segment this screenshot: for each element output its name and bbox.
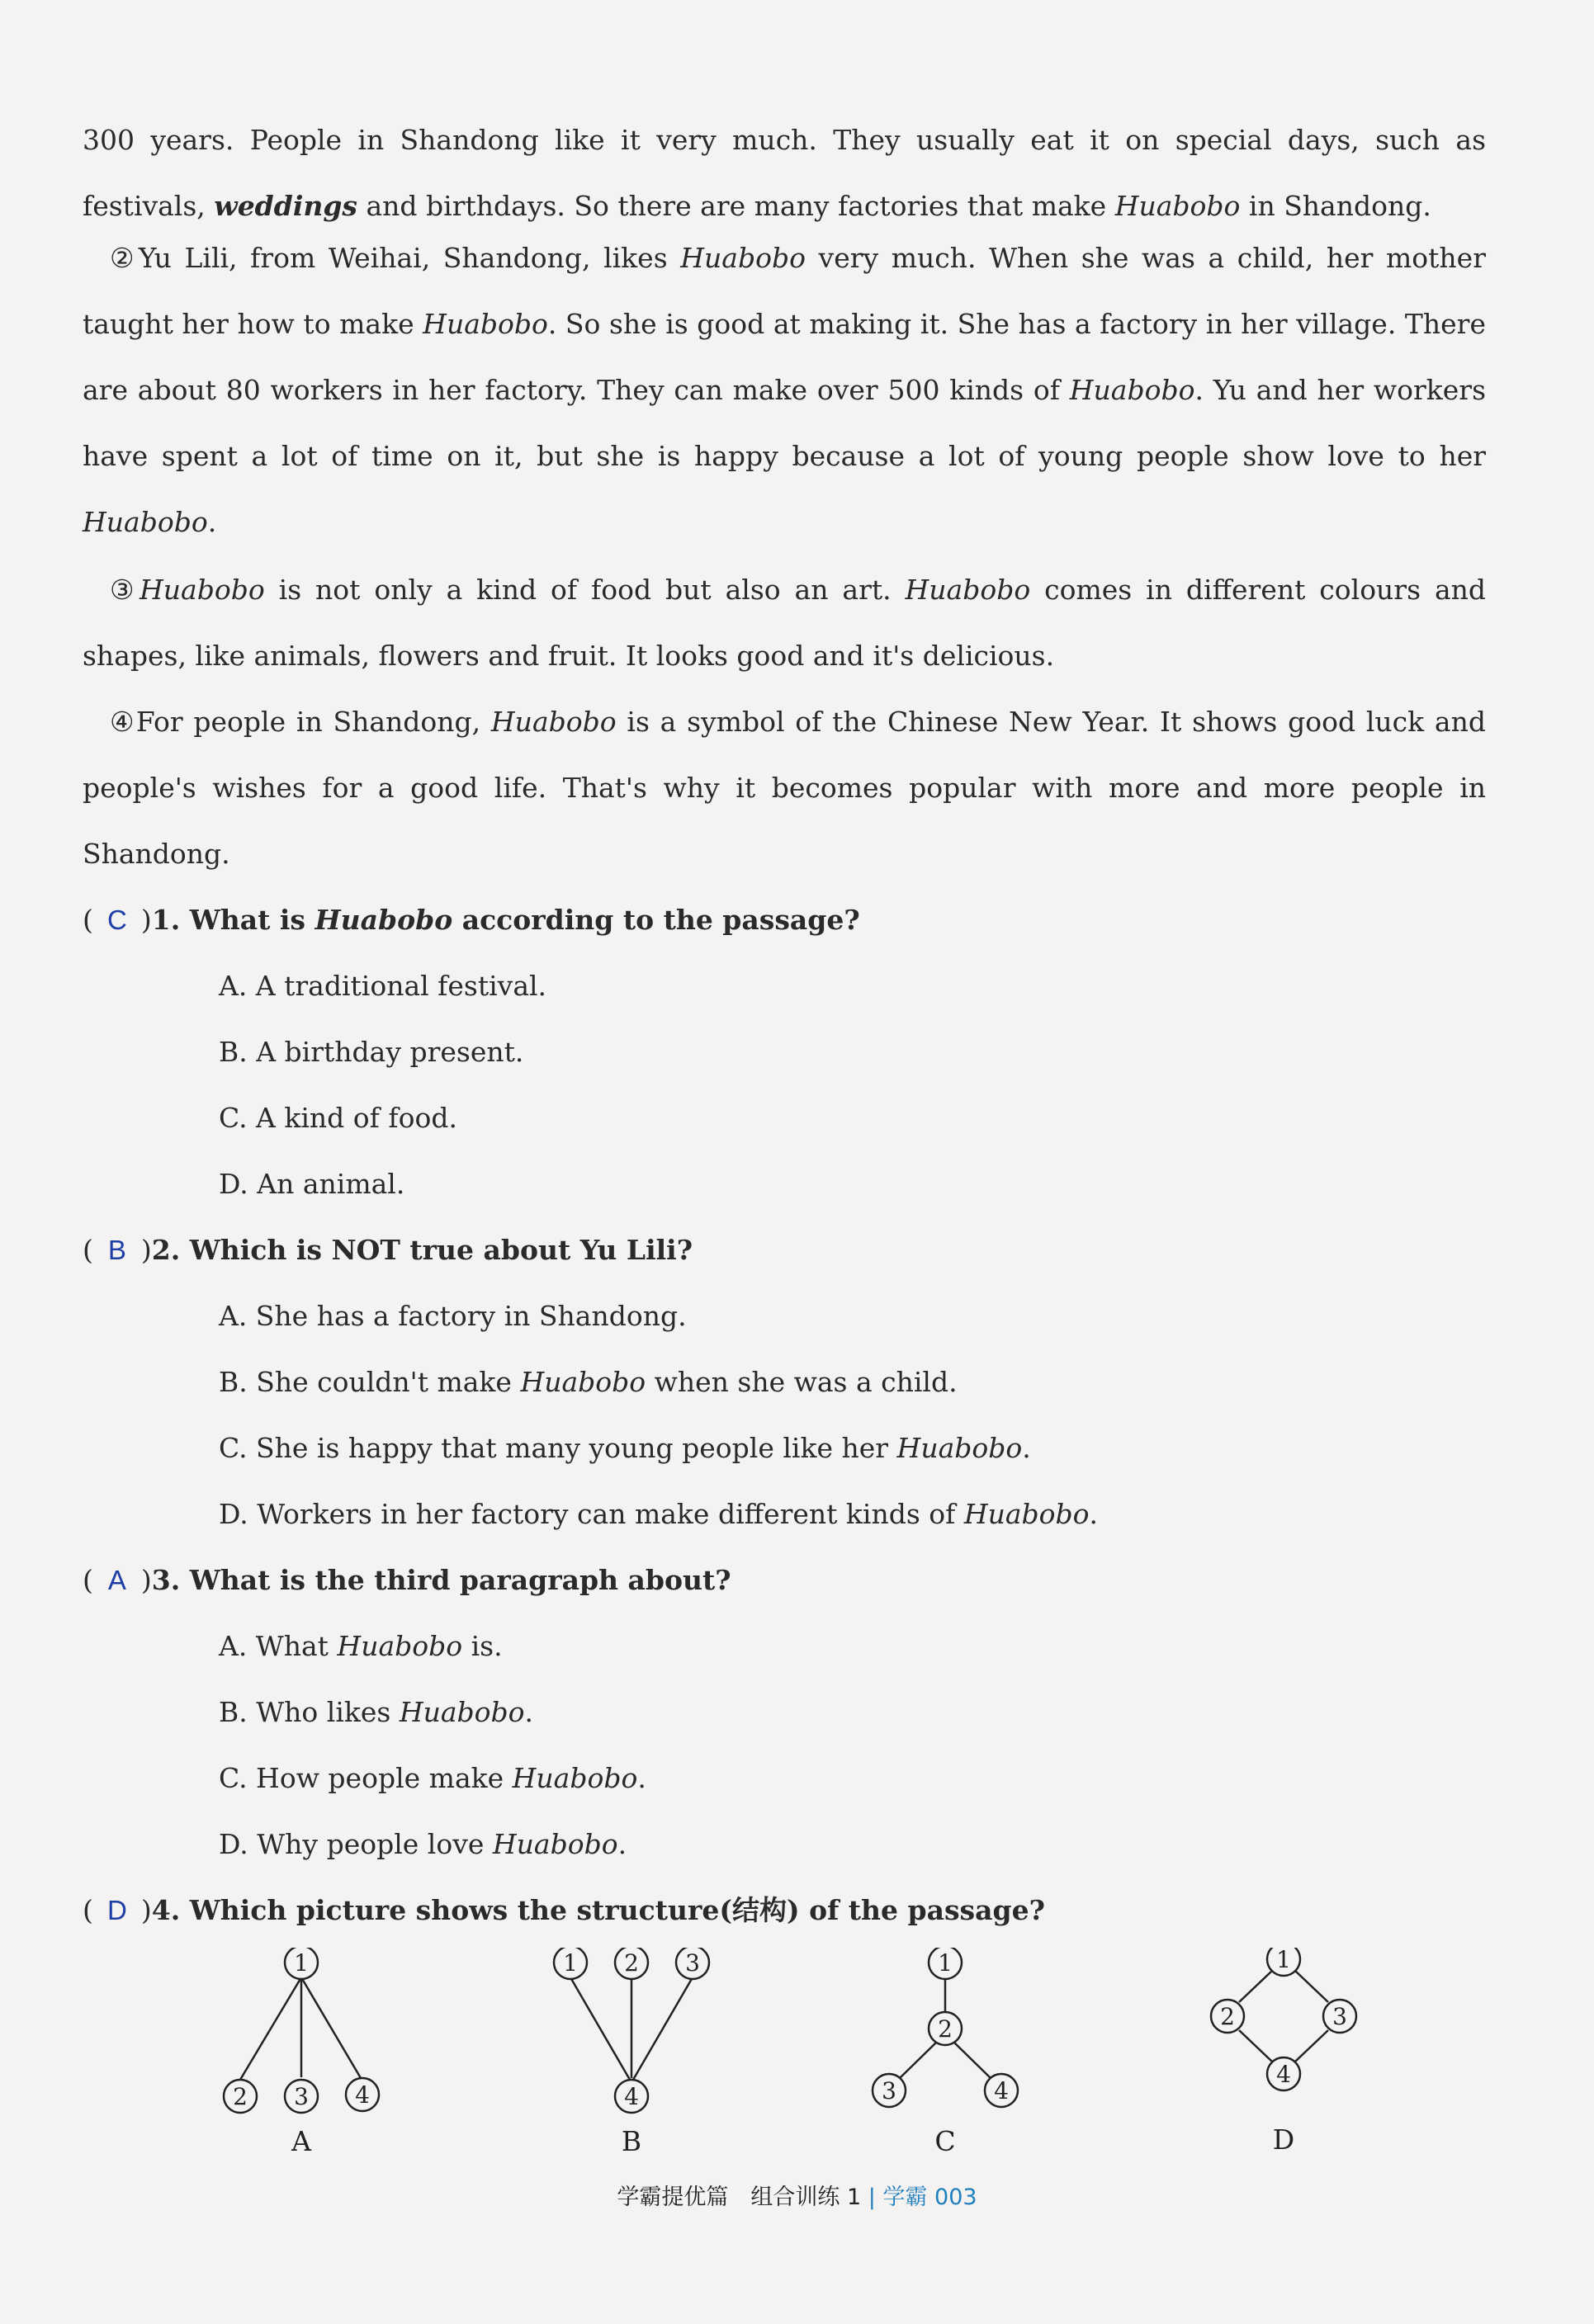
option-text: D. Workers in her factory can make different kinds of	[219, 1498, 964, 1530]
option-2c[interactable]	[219, 1415, 1457, 1481]
option-1d[interactable]: D. An animal.	[219, 1168, 405, 1200]
node-4: 4	[355, 2081, 370, 2109]
diagram-label-c: C	[934, 2125, 956, 2157]
text: is not only a kind of food but also an art.	[264, 574, 906, 606]
text: .	[207, 506, 217, 538]
answer-paren-open: (	[83, 1234, 93, 1266]
node-1: 1	[294, 1949, 309, 1977]
question-3	[83, 1547, 1486, 1613]
diagram-label-b: B	[621, 2125, 642, 2157]
text-italic: Huabobo	[1114, 190, 1241, 222]
option-text: .	[1089, 1498, 1099, 1530]
option-3b[interactable]	[219, 1679, 1457, 1745]
answer-paren-open: (	[83, 1894, 93, 1926]
question-stem-italic: Huabobo	[315, 904, 453, 936]
question-number: 4.	[151, 1894, 181, 1926]
question-number: 3.	[151, 1564, 181, 1596]
text: is a symbol of the Chinese New Year. It shows good luck and people's wishes for a good life. That's why it becomes popular with more and more people in Shandong.	[83, 706, 1486, 870]
answer-paren-open: (	[83, 904, 93, 936]
text-italic: Huabobo	[680, 242, 806, 274]
node-1: 1	[1276, 1948, 1291, 1973]
option-text: D. Why people love	[219, 1828, 493, 1860]
node-4: 4	[624, 2083, 639, 2110]
option-text: .	[617, 1828, 627, 1860]
answer-paren-close: )	[140, 1894, 152, 1926]
text-italic: Huabobo	[490, 706, 617, 738]
option-1a[interactable]: A. A traditional festival.	[219, 970, 547, 1002]
text: . Yu and her workers have spent a lot of time on it, but she is happy because a lot of young people show love to her	[83, 374, 1487, 472]
option-text: .	[637, 1762, 646, 1794]
answer-paren-close: )	[140, 904, 152, 936]
option-text-italic: Huabobo	[896, 1432, 1023, 1464]
option-text: .	[1022, 1432, 1031, 1464]
text-italic: Huabobo	[423, 308, 548, 340]
text: 300 years. People in Shandong like it very much. They usually eat it on special days, such as festivals,	[83, 124, 1486, 222]
node-2: 2	[1220, 2003, 1235, 2030]
node-2: 2	[624, 1949, 639, 1977]
question-number: 1.	[151, 904, 181, 936]
option-text: C. She is happy that many young people like her	[219, 1432, 897, 1464]
node-3: 3	[1332, 2003, 1347, 2030]
footer-title: 学霸提优篇 组合训练 1	[617, 2185, 862, 2210]
passage-paragraph-1	[83, 107, 1486, 239]
node-2: 2	[233, 2083, 248, 2110]
option-3a[interactable]	[219, 1613, 1457, 1679]
question-stem: Which picture shows the structure(结构) of the passage?	[189, 1894, 1045, 1926]
option-2b[interactable]	[219, 1349, 1457, 1415]
node-1: 1	[563, 1949, 578, 1977]
node-3: 3	[685, 1949, 700, 1977]
option-3d[interactable]	[219, 1811, 1457, 1878]
diagram-b[interactable]	[541, 1948, 731, 2170]
text: ④For people in Shandong,	[110, 706, 491, 738]
text-italic: Huabobo	[1069, 374, 1195, 406]
passage-paragraph-3	[83, 557, 1486, 689]
question-2	[83, 1217, 1486, 1283]
option-text-italic: Huabobo	[520, 1366, 646, 1398]
option-text-italic: Huabobo	[337, 1630, 463, 1662]
text: ②Yu Lili, from Weihai, Shandong, likes	[110, 242, 681, 274]
node-4: 4	[1276, 2061, 1291, 2088]
answer-2[interactable]: B	[107, 1235, 126, 1265]
text: comes in different colours and shapes, like animals, flowers and fruit. It looks good and it's delicious.	[83, 574, 1486, 672]
text: very much. When she was a child, her mother taught her how to make	[83, 242, 1486, 340]
text-bold-italic: weddings	[214, 190, 358, 222]
option-text: A. What	[219, 1630, 338, 1662]
footer-divider: |	[868, 2185, 876, 2210]
passage-paragraph-2	[83, 225, 1486, 555]
answer-1[interactable]: C	[106, 905, 127, 935]
option-text-italic: Huabobo	[512, 1762, 638, 1794]
question-number: 2.	[151, 1234, 181, 1266]
passage-paragraph-4	[83, 689, 1486, 887]
diagram-c-svg	[854, 1948, 1044, 2170]
page-number: 003	[934, 2185, 977, 2210]
text-italic: Huabobo	[140, 574, 265, 606]
diagram-b-svg	[541, 1948, 731, 2170]
text-italic: Huabobo	[83, 506, 208, 538]
question-4	[83, 1878, 1486, 1944]
footer-brand: 学霸	[882, 2185, 928, 2210]
answer-paren-close: )	[140, 1564, 152, 1596]
option-1c[interactable]: C. A kind of food.	[219, 1102, 457, 1134]
option-1b[interactable]: B. A birthday present.	[219, 1036, 524, 1068]
node-4: 4	[994, 2077, 1009, 2104]
text-italic: Huabobo	[905, 574, 1031, 606]
node-1: 1	[938, 1949, 953, 1977]
option-text-italic: Huabobo	[492, 1828, 618, 1860]
diagram-label-a: A	[291, 2125, 311, 2157]
answer-paren-close: )	[140, 1234, 152, 1266]
diagram-label-d: D	[1272, 2123, 1295, 2156]
text: . So she is good at making it. She has a factory in her village. There are about 80 workers in her factory. They can make over 500 kinds of	[83, 308, 1486, 406]
text: ③	[110, 574, 140, 606]
diagram-d-svg	[1193, 1948, 1383, 2170]
text: and birthdays. So there are many factories that make	[357, 190, 1115, 222]
option-2a[interactable]: A. She has a factory in Shandong.	[219, 1300, 687, 1332]
node-3: 3	[882, 2077, 896, 2104]
option-text-italic: Huabobo	[399, 1696, 525, 1728]
diagram-d[interactable]	[1193, 1948, 1383, 2170]
option-text: is.	[462, 1630, 503, 1662]
answer-paren-open: (	[83, 1564, 93, 1596]
option-text-italic: Huabobo	[963, 1498, 1090, 1530]
diagram-a[interactable]	[210, 1948, 400, 2170]
text: in Shandong.	[1240, 190, 1431, 222]
question-stem: What is the third paragraph about?	[189, 1564, 731, 1596]
option-text: B. She couldn't make	[219, 1366, 521, 1398]
question-stem: Which is NOT true about Yu Lili?	[189, 1234, 693, 1266]
node-3: 3	[294, 2083, 309, 2110]
question-stem: What is	[189, 904, 315, 936]
answer-3[interactable]: A	[107, 1565, 126, 1595]
option-2d[interactable]	[219, 1481, 1457, 1547]
option-text: when she was a child.	[646, 1366, 958, 1398]
option-text: B. Who likes	[219, 1696, 400, 1728]
node-2: 2	[938, 2015, 953, 2043]
question-1	[83, 887, 1486, 953]
question-stem: according to the passage?	[452, 904, 860, 936]
option-3c[interactable]	[219, 1745, 1457, 1811]
diagram-c[interactable]	[854, 1948, 1044, 2170]
page-footer	[0, 2179, 1594, 2211]
option-text: C. How people make	[219, 1762, 513, 1794]
option-text: .	[524, 1696, 534, 1728]
diagram-a-svg	[210, 1948, 400, 2170]
answer-4[interactable]: D	[106, 1895, 127, 1925]
